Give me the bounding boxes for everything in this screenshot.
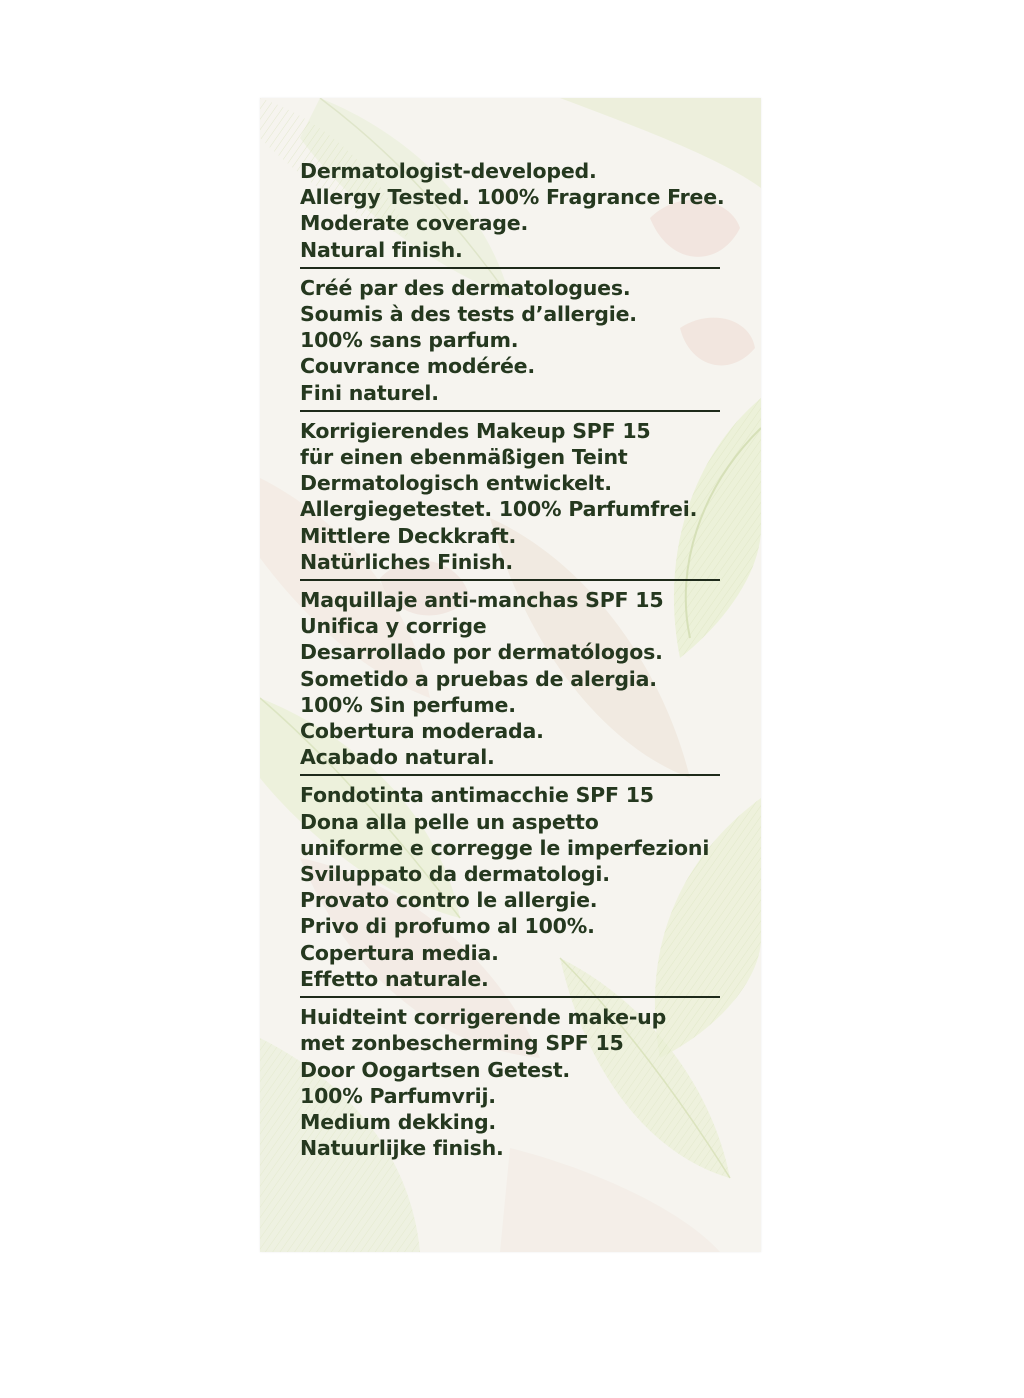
section-spanish xyxy=(300,587,720,776)
section-italian xyxy=(300,782,720,998)
claim-line: Moderate coverage. xyxy=(300,211,529,236)
claim-line: Door Oogartsen Getest. xyxy=(300,1057,571,1082)
claim-line: Acabado natural. xyxy=(300,745,495,770)
product-box-panel xyxy=(260,98,761,1252)
section-english xyxy=(300,158,725,269)
claim-line: Huidteint corrigerende make-up xyxy=(300,1005,667,1030)
claim-line: Couvrance modérée. xyxy=(300,354,535,379)
claim-line: 100% Sin perfume. xyxy=(300,692,516,717)
claim-line: Fondotinta antimacchie SPF 15 xyxy=(300,783,654,808)
section-french xyxy=(300,275,720,412)
claim-line: Allergiegetestet. 100% Parfumfrei. xyxy=(300,497,698,522)
claim-line: Natuurlijke finish. xyxy=(300,1136,504,1161)
claim-line: Fini naturel. xyxy=(300,380,439,405)
claim-line: Unifica y corrige xyxy=(300,614,487,639)
claim-line: Medium dekking. xyxy=(300,1109,497,1134)
claim-line: Korrigierendes Makeup SPF 15 xyxy=(300,418,651,443)
claim-line: Copertura media. xyxy=(300,940,499,965)
claim-line: met zonbescherming SPF 15 xyxy=(300,1031,624,1056)
claim-line: Provato contro le allergie. xyxy=(300,888,598,913)
claim-line: Soumis à des tests d’allergie. xyxy=(300,302,637,327)
claim-line: Desarrollado por dermatólogos. xyxy=(300,640,663,665)
claim-line: Dona alla pelle un aspetto xyxy=(300,809,599,834)
multilingual-product-claims xyxy=(300,158,725,1171)
claim-line: Créé par des dermatologues. xyxy=(300,275,631,300)
claim-line: 100% Parfumvrij. xyxy=(300,1083,496,1108)
section-german xyxy=(300,418,720,581)
claim-line: Effetto naturale. xyxy=(300,966,489,991)
claim-line: uniforme e corregge le imperfezioni xyxy=(300,835,710,860)
claim-line: für einen ebenmäßigen Teint xyxy=(300,445,628,470)
section-dutch xyxy=(300,1004,720,1165)
claim-line: Sometido a pruebas de alergia. xyxy=(300,666,657,691)
claim-line: Sviluppato da dermatologi. xyxy=(300,862,610,887)
claim-line: Privo di profumo al 100%. xyxy=(300,914,595,939)
claim-line: Natural finish. xyxy=(300,237,463,262)
claim-line: Natürliches Finish. xyxy=(300,549,513,574)
claim-line: Maquillaje anti-manchas SPF 15 xyxy=(300,588,664,613)
claim-line: 100% sans parfum. xyxy=(300,328,519,353)
claim-line: Cobertura moderada. xyxy=(300,719,544,744)
claim-line: Dermatologist-developed. xyxy=(300,159,597,183)
claim-line: Dermatologisch entwickelt. xyxy=(300,471,612,496)
claim-line: Mittlere Deckkraft. xyxy=(300,523,517,548)
claim-line: Allergy Tested. 100% Fragrance Free. xyxy=(300,185,725,210)
